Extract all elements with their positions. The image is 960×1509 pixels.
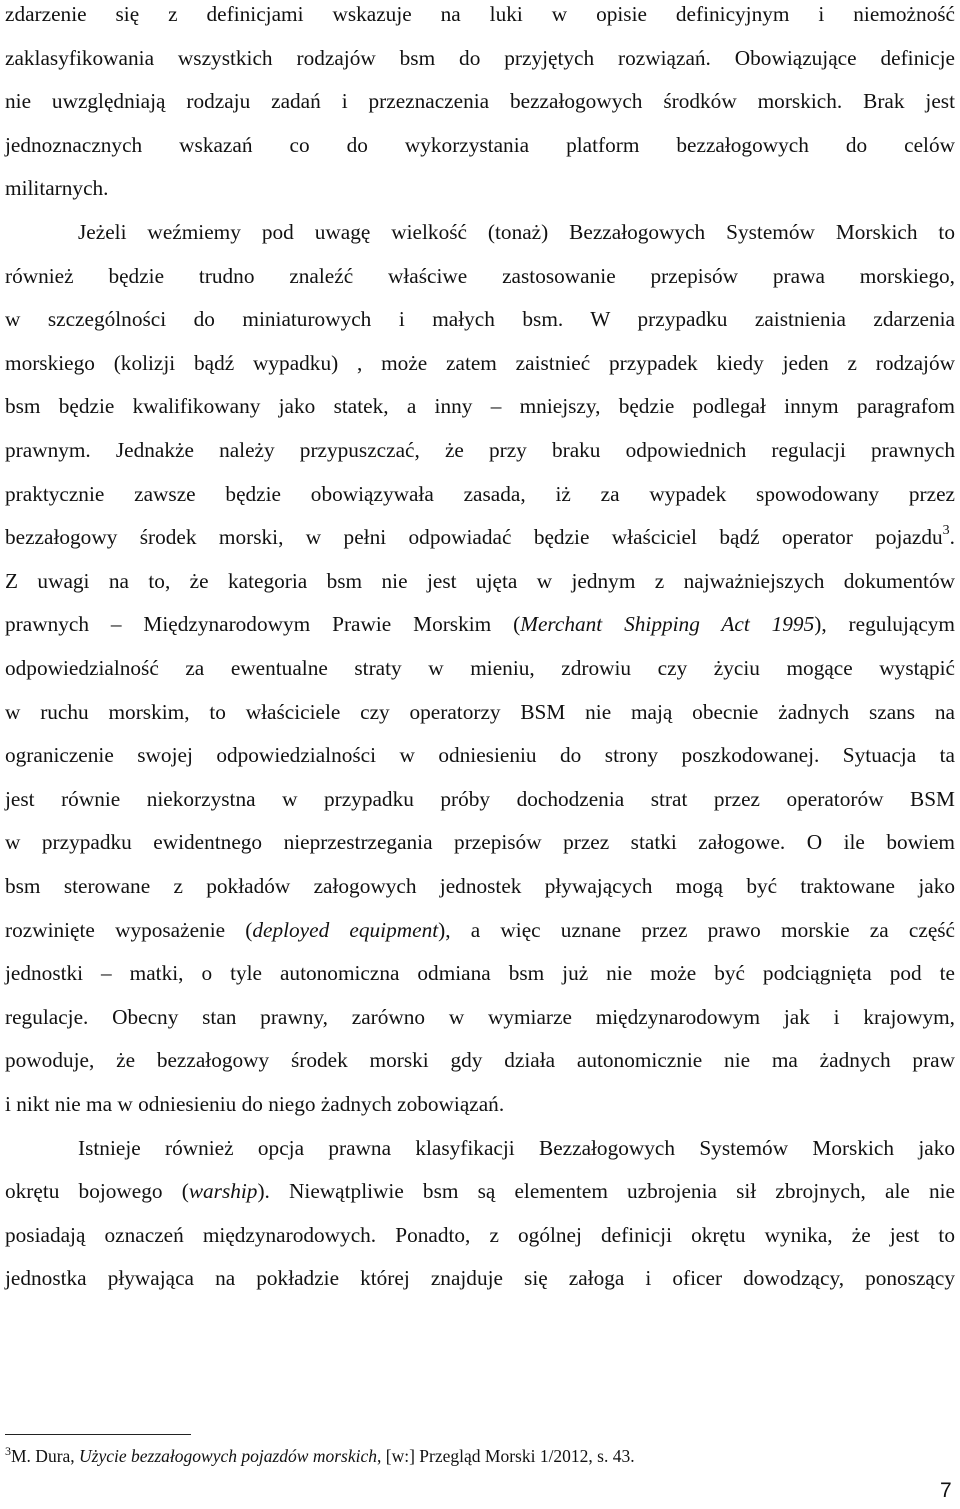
text-line bbox=[5, 392, 955, 420]
text-segment: Merchant Shipping Act 1995 bbox=[520, 612, 815, 637]
text-segment: regulacje. Obecny stan prawny, zarówno w wymiarze międzynarodowym jak i krajowym, bbox=[5, 1004, 955, 1029]
text-line bbox=[78, 1134, 955, 1162]
text-segment: jednoznacznych wskazań co do wykorzystania platform bezzałogowych do celów bbox=[5, 132, 955, 157]
text-segment: w przypadku ewidentnego nieprzestrzegania przepisów przez statki załogowe. O ile bowiem bbox=[5, 830, 955, 855]
text-line bbox=[5, 1264, 955, 1292]
text-segment: ), a więc uznane przez prawo morskie za część bbox=[438, 917, 956, 942]
text-line bbox=[5, 872, 955, 900]
text-line bbox=[5, 959, 955, 987]
text-segment: i nikt nie ma w odniesieniu do niego żadnych zobowiązań. bbox=[5, 1092, 505, 1116]
footnote-source: , [w:] Przegląd Morski 1/2012, s. 43. bbox=[377, 1446, 635, 1466]
text-segment: militarnych. bbox=[5, 176, 109, 201]
text-segment: bezzałogowy środek morski, w pełni odpowiadać będzie właściciel bądź operator pojazdu bbox=[5, 525, 943, 550]
text-segment: również będzie trudno znaleźć właściwe zastosowanie przepisów prawa morskiego, bbox=[5, 263, 955, 288]
footnote-title: Użycie bezzałogowych pojazdów morskich bbox=[79, 1446, 377, 1466]
text-segment: okrętu bojowego ( bbox=[5, 1179, 189, 1204]
text-line bbox=[5, 610, 955, 638]
text-line bbox=[5, 698, 955, 726]
text-line bbox=[5, 87, 955, 115]
text-line bbox=[5, 262, 955, 290]
text-segment: zaklasyfikowania wszystkich rodzajów bsm do przyjętych rozwiązań. Obowiązujące definicje bbox=[5, 45, 955, 70]
page-number: 7 bbox=[940, 1479, 952, 1502]
text-segment: . bbox=[949, 525, 955, 550]
text-line bbox=[78, 218, 955, 246]
text-line bbox=[5, 916, 955, 944]
text-segment: zdarzenie się z definicjami wskazuje na luki w opisie definicyjnym i niemożność bbox=[5, 2, 955, 26]
text-segment: posiadają oznaczeń międzynarodowych. Ponadto, z ogólnej definicji okrętu wynika, że jest to bbox=[5, 1222, 955, 1247]
text-segment: Jeżeli weźmiemy pod uwagę wielkość (tonaż) Bezzałogowych Systemów Morskich to bbox=[78, 220, 955, 244]
footnote-author: M. Dura, bbox=[11, 1446, 80, 1466]
text-line bbox=[5, 828, 955, 856]
text-segment: deployed equipment bbox=[252, 917, 439, 942]
text-line bbox=[5, 567, 955, 595]
text-line bbox=[5, 44, 955, 72]
text-segment: rozwinięte wyposażenie ( bbox=[5, 917, 253, 942]
text-line bbox=[5, 523, 955, 551]
footnote-separator bbox=[5, 1434, 191, 1435]
footnote-number: 3 bbox=[5, 1443, 11, 1458]
text-segment: Istnieje również opcja prawna klasyfikacji Bezzałogowych Systemów Morskich jako bbox=[78, 1135, 955, 1160]
text-line bbox=[5, 654, 955, 682]
text-line bbox=[5, 305, 955, 333]
text-segment: morskiego (kolizji bądź wypadku) , może zatem zaistnieć przypadek kiedy jeden z rodzajów bbox=[5, 350, 955, 375]
text-segment: powoduje, że bezzałogowy środek morski gdy działa autonomicznie nie ma żadnych praw bbox=[5, 1048, 955, 1073]
text-line bbox=[5, 131, 955, 159]
text-segment: ), regulującym bbox=[814, 612, 955, 637]
text-segment: 3 bbox=[942, 523, 950, 539]
text-segment: jednostka pływająca na pokładzie której znajduje się załoga i oficer dowodzący, ponoszący bbox=[5, 1266, 955, 1291]
text-line bbox=[5, 1090, 955, 1118]
text-segment: w ruchu morskim, to właściciele czy operatorzy BSM nie mają obecnie żadnych szans na bbox=[5, 699, 955, 724]
text-line bbox=[5, 174, 955, 202]
text-line bbox=[5, 349, 955, 377]
text-segment: nie uwzględniają rodzaju zadań i przeznaczenia bezzałogowych środków morskich. Brak jest bbox=[5, 89, 955, 114]
text-line bbox=[5, 741, 955, 769]
text-segment: prawnym. Jednakże należy przypuszczać, że przy braku odpowiednich regulacji prawnych bbox=[5, 438, 955, 462]
text-segment: ograniczenie swojej odpowiedzialności w odniesieniu do strony poszkodowanej. Sytuacja ta bbox=[5, 743, 955, 768]
text-segment: bsm sterowane z pokładów załogowych jednostek pływających mogą być traktowane jako bbox=[5, 874, 955, 898]
text-line bbox=[5, 1221, 955, 1249]
text-segment: bsm będzie kwalifikowany jako statek, a inny – mniejszy, będzie podlegał innym paragrafom bbox=[5, 394, 955, 419]
text-line bbox=[5, 1046, 955, 1074]
text-segment: warship bbox=[188, 1179, 258, 1204]
text-line bbox=[5, 785, 955, 813]
text-segment: praktycznie zawsze będzie obowiązywała zasada, iż za wypadek spowodowany przez bbox=[5, 481, 955, 506]
text-segment: w szczególności do miniaturowych i małych bsm. W przypadku zaistnienia zdarzenia bbox=[5, 307, 955, 332]
text-line bbox=[5, 1177, 955, 1205]
text-segment: prawnych – Międzynarodowym Prawie Morskim ( bbox=[5, 612, 521, 637]
text-segment: ). Niewątpliwie bsm są elementem uzbrojenia sił zbrojnych, ale nie bbox=[257, 1179, 955, 1204]
text-segment: jednostki – matki, o tyle autonomiczna odmiana bsm już nie może być podciągnięta pod te bbox=[5, 961, 955, 986]
text-line bbox=[5, 436, 955, 464]
text-segment: Z uwagi na to, że kategoria bsm nie jest ujęta w jednym z najważniejszych dokumentów bbox=[5, 568, 955, 593]
text-segment: jest równie niekorzystna w przypadku próby dochodzenia strat przez operatorów BSM bbox=[5, 786, 955, 811]
text-segment: odpowiedzialność za ewentualne straty w mieniu, zdrowiu czy życiu mogące wystąpić bbox=[5, 656, 955, 680]
text-line bbox=[5, 480, 955, 508]
footnote bbox=[5, 1444, 635, 1468]
text-line bbox=[5, 0, 955, 28]
text-line bbox=[5, 1003, 955, 1031]
